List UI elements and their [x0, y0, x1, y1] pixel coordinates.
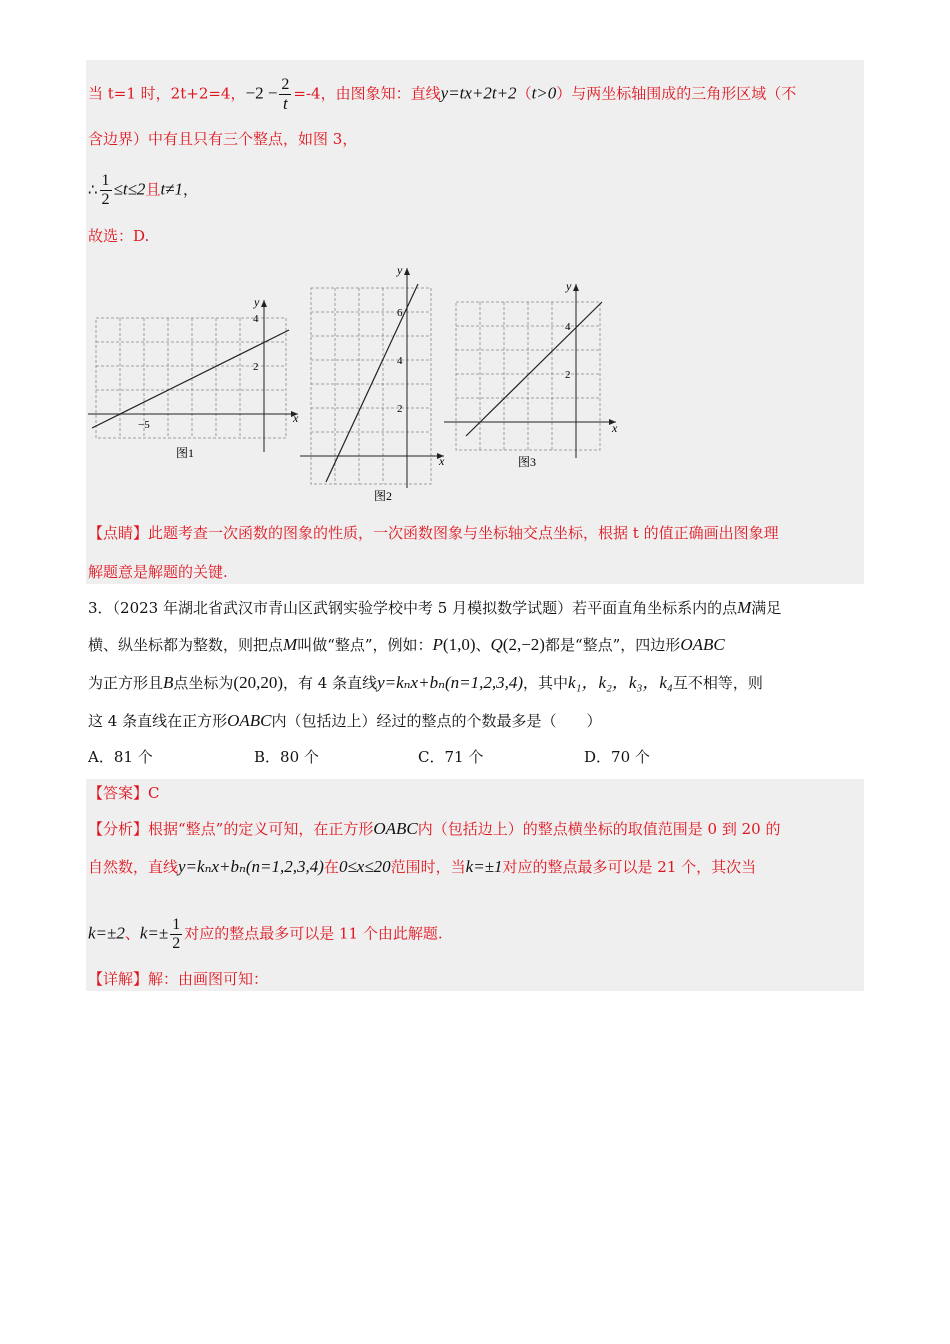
fig3-tick-2: 2 — [565, 369, 571, 381]
text-segment: ， — [183, 180, 199, 199]
math-var: OABC — [680, 635, 725, 654]
math-var: B — [163, 673, 174, 692]
text-segment: 满足 — [751, 599, 782, 617]
fig2-tick-2: 2 — [397, 403, 403, 415]
fig1-y-label: y — [254, 295, 260, 309]
math-equation: y=kₙx+bₙ — [377, 673, 445, 692]
math-var: OABC — [227, 711, 272, 730]
option-b[interactable]: B．80 个 — [254, 748, 319, 766]
fig1-tick-neg5: −5 — [138, 419, 150, 431]
text-segment: 横、纵坐标都为整数，则把点 — [88, 636, 284, 654]
comment-tag: 【点睛】 — [88, 524, 149, 542]
math-coord: (2,−2) — [502, 635, 545, 654]
text-segment: （ — [516, 84, 532, 103]
analysis-line-3 — [88, 916, 443, 953]
math-equation: k=± — [139, 923, 169, 943]
therefore-symbol: ∴ — [88, 180, 98, 199]
figures-svg — [86, 260, 646, 510]
solution-line-1 — [88, 76, 796, 113]
math-var: P — [432, 635, 443, 654]
text-segment: 根据“整点”的定义可知，在正方形 — [148, 820, 374, 838]
option-c[interactable]: C．71 个 — [418, 748, 484, 766]
text-segment: ，有 4 条直线 — [283, 674, 378, 692]
fraction-numerator: 1 — [101, 172, 110, 189]
fig3-line — [466, 302, 602, 436]
figure-2 — [300, 263, 445, 503]
fig3-y-label: y — [566, 279, 572, 293]
fig2-y-label: y — [397, 263, 403, 277]
fraction-denominator: 2 — [172, 935, 181, 952]
solution-panel-bottom — [86, 779, 864, 991]
text-segment: 都是“整点”，四边形 — [544, 636, 681, 654]
text-segment: 互不相等，则 — [672, 674, 763, 692]
text-segment: 对应的整点最多可以是 21 个，其次当 — [502, 858, 757, 876]
question-line-1 — [88, 597, 781, 619]
math-inequality: ≤t≤2 — [113, 179, 146, 199]
math-equation: k=±1 — [465, 857, 503, 876]
fig2-tick-4: 4 — [397, 355, 403, 367]
fig1-grid — [96, 318, 286, 438]
math-condition: t>0 — [531, 83, 557, 103]
fig1-tick-2: 2 — [253, 361, 259, 373]
fig2-x-label: x — [439, 454, 445, 468]
fraction-denominator: t — [283, 94, 288, 113]
text-segment: 范围时，当 — [390, 858, 466, 876]
math-coord: (1,0) — [442, 635, 476, 654]
text-segment: 且 — [145, 180, 161, 199]
comment-line-1 — [88, 522, 779, 544]
fig1-x-label: x — [293, 411, 299, 425]
text-segment: 对应的整点最多可以是 11 个由此解题. — [184, 924, 443, 943]
math-var: OABC — [373, 819, 418, 838]
fig3-grid — [456, 302, 600, 450]
text-segment: ，其中 — [523, 674, 569, 692]
math-var: M — [737, 598, 752, 617]
figure-1 — [88, 295, 299, 460]
option-a[interactable]: A．81 个 — [88, 748, 153, 766]
fig2-tick-6: 6 — [397, 307, 403, 319]
math-inequality: t≠1 — [160, 179, 184, 199]
detail-text: 解：由画图可知： — [148, 970, 269, 988]
text-segment: 内（包括边上）经过的整点的个数最多是（ ） — [271, 712, 602, 730]
math-equation: y=kₙx+bₙ — [178, 857, 246, 876]
detail-line — [88, 968, 268, 990]
math-minus2: −2 − — [245, 83, 278, 103]
math-equation: k=±2 — [88, 923, 125, 943]
math-condition: (n=1,2,3,4) — [444, 673, 523, 692]
math-var: k₁，k₂，k₃，k₄ — [568, 673, 673, 692]
analysis-tag: 【分析】 — [88, 820, 149, 838]
fraction-denominator: 2 — [101, 191, 110, 208]
math-coord: (20,20) — [233, 673, 283, 692]
fig3-tick-4: 4 — [565, 321, 571, 333]
answer-value: C — [148, 784, 160, 802]
solution-line-4: 故选：D. — [88, 227, 150, 245]
figure-3 — [444, 279, 618, 469]
question-line-2 — [88, 634, 725, 656]
fig2-caption: 图2 — [374, 489, 393, 503]
comment-line-2: 解题意是解题的关键. — [88, 563, 228, 581]
answer-line — [88, 782, 160, 804]
solution-line-2: 含边界）中有且只有三个整点，如图 3， — [88, 130, 358, 148]
question-line-4 — [88, 710, 602, 732]
text-segment: 点坐标为 — [173, 674, 234, 692]
math-inequality: 0≤x≤20 — [338, 857, 391, 876]
fraction-numerator: 1 — [172, 916, 181, 933]
fig2-line — [326, 284, 418, 482]
text-segment: 这 4 条直线在正方形 — [88, 712, 228, 730]
text-segment: 自然数，直线 — [88, 858, 179, 876]
question-line-3 — [88, 672, 763, 694]
fig3-x-label: x — [612, 421, 618, 435]
text-segment: 、 — [124, 924, 140, 943]
detail-tag: 【详解】 — [88, 970, 149, 988]
text-segment: 、 — [475, 636, 491, 654]
fraction — [100, 172, 112, 209]
text-segment: ）与两坐标轴围成的三角形区域（不 — [556, 84, 797, 103]
text-segment: 当 t=1 时，2t+2=4， — [88, 84, 246, 103]
fig3-caption: 图3 — [518, 455, 537, 469]
fig1-tick-4: 4 — [253, 313, 259, 325]
text-segment: 在 — [323, 858, 339, 876]
analysis-line-1 — [88, 818, 780, 840]
fraction — [170, 916, 182, 953]
fig1-line — [92, 330, 289, 428]
math-var: M — [283, 635, 298, 654]
fraction — [279, 76, 291, 113]
text-segment: =-4，由图象知：直线 — [293, 84, 441, 103]
solution-line-3 — [88, 172, 198, 209]
analysis-line-2 — [88, 856, 756, 878]
answer-tag: 【答案】 — [88, 784, 149, 802]
option-d[interactable]: D．70 个 — [584, 748, 650, 766]
text-segment: 为正方形且 — [88, 674, 164, 692]
text-segment: 3．（2023 年湖北省武汉市青山区武钢实验学校中考 5 月模拟数学试题）若平面直角坐标系内的点 — [88, 599, 738, 617]
math-condition: (n=1,2,3,4) — [245, 857, 324, 876]
math-equation: y=tx+2t+2 — [440, 83, 517, 103]
fig1-caption: 图1 — [176, 446, 195, 460]
math-var: Q — [490, 635, 503, 654]
text-segment: 叫做“整点”，例如： — [297, 636, 433, 654]
comment-text: 此题考查一次函数的图象的性质，一次函数图象与坐标轴交点坐标，根据 t 的值正确画出图象理 — [148, 524, 779, 542]
text-segment: 内（包括边上）的整点横坐标的取值范围是 0 到 20 的 — [417, 820, 781, 838]
fraction-numerator: 2 — [281, 76, 290, 93]
